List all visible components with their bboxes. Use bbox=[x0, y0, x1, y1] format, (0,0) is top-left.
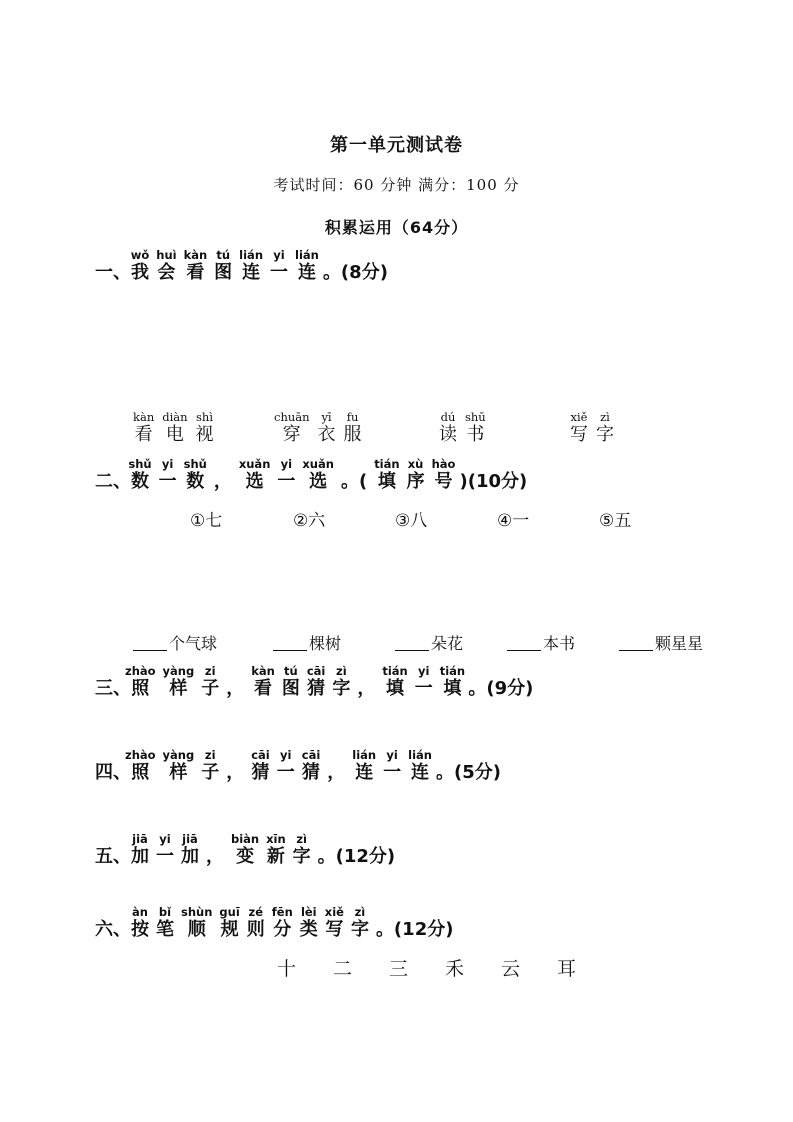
pinyin: yi bbox=[414, 664, 433, 678]
word-char: 视shì bbox=[195, 410, 214, 445]
question-char: 数shǔ bbox=[183, 457, 207, 492]
q2-option: ①七 bbox=[190, 511, 223, 531]
pinyin: chuān bbox=[274, 410, 310, 424]
exam-meta: 考试时间：60 分钟 满分：100 分 bbox=[273, 176, 520, 194]
q1-word bbox=[439, 412, 494, 446]
question-char: 填tián bbox=[374, 457, 400, 492]
question-char: 照zhào bbox=[125, 664, 156, 699]
question-char: 数shǔ bbox=[128, 457, 152, 492]
question-char: 新xīn bbox=[266, 832, 286, 867]
pinyin: wǒ bbox=[130, 248, 150, 262]
question-char: 一yi bbox=[277, 457, 296, 492]
pinyin: yi bbox=[277, 457, 296, 471]
pinyin: yi bbox=[276, 748, 295, 762]
question-char: ， bbox=[213, 471, 232, 492]
q2-blank-item: 颗星星 bbox=[619, 631, 703, 654]
question-char: 会huì bbox=[156, 248, 177, 283]
word-char: 服fu bbox=[343, 410, 362, 445]
pinyin: xuǎn bbox=[238, 457, 271, 471]
pinyin: lián bbox=[352, 748, 377, 762]
word-char: 书shū bbox=[465, 410, 486, 445]
question-char: ， bbox=[357, 678, 376, 699]
pinyin: shū bbox=[465, 410, 486, 424]
question-char: 变biàn bbox=[231, 832, 260, 867]
question-4 bbox=[95, 750, 501, 784]
question-points: )(10分) bbox=[459, 471, 528, 492]
word-char: 穿chuān bbox=[274, 410, 310, 445]
word-char: 写xiě bbox=[570, 410, 588, 445]
pinyin: yi bbox=[156, 832, 174, 846]
question-points: 。(8分) bbox=[322, 262, 388, 283]
pinyin: huì bbox=[156, 248, 177, 262]
question-char: 样yàng bbox=[162, 664, 195, 699]
question-char: 子zi bbox=[201, 748, 220, 783]
question-char: 一yi bbox=[383, 748, 402, 783]
pinyin: lián bbox=[408, 748, 432, 762]
q2-option: ②六 bbox=[293, 511, 326, 531]
question-char: ， bbox=[206, 846, 224, 867]
pinyin: jiā bbox=[181, 832, 199, 846]
question-char: 看kàn bbox=[183, 248, 208, 283]
question-1 bbox=[95, 250, 388, 284]
question-char: 号hào bbox=[431, 457, 456, 492]
pinyin: zé bbox=[246, 905, 265, 919]
question-number: 二、 bbox=[95, 471, 131, 492]
pinyin: xiě bbox=[324, 905, 344, 919]
pinyin: zi bbox=[201, 664, 220, 678]
q2-option: ④一 bbox=[497, 511, 530, 531]
question-points: 。(12分) bbox=[317, 846, 396, 867]
pinyin: tián bbox=[439, 664, 466, 678]
pinyin: yi bbox=[158, 457, 177, 471]
pinyin: guī bbox=[219, 905, 240, 919]
word-char: 字zì bbox=[596, 410, 614, 445]
pinyin: tú bbox=[214, 248, 233, 262]
question-char: 连lián bbox=[295, 248, 319, 283]
question-char: 字zì bbox=[332, 664, 351, 699]
q6-char: 禾 bbox=[445, 958, 465, 980]
pinyin: zì bbox=[350, 905, 369, 919]
pinyin: tú bbox=[281, 664, 300, 678]
pinyin: lián bbox=[239, 248, 264, 262]
question-char: ， bbox=[226, 762, 245, 783]
word-char: 看kàn bbox=[133, 410, 155, 445]
word-char: 衣yī bbox=[317, 410, 336, 445]
question-char: 一yi bbox=[156, 832, 174, 867]
q2-blank-item: 本书 bbox=[507, 631, 575, 654]
answer-blank[interactable] bbox=[395, 650, 429, 651]
pinyin: yàng bbox=[162, 748, 195, 762]
pinyin: xīn bbox=[266, 832, 286, 846]
answer-blank[interactable] bbox=[507, 650, 541, 651]
question-char: 笔bǐ bbox=[156, 905, 174, 940]
page-title: 第一单元测试卷 bbox=[330, 135, 463, 156]
question-char: 连lián bbox=[239, 248, 264, 283]
pinyin: lián bbox=[295, 248, 319, 262]
question-char: 加jiā bbox=[181, 832, 199, 867]
question-char: 一yi bbox=[414, 664, 433, 699]
pinyin: hào bbox=[431, 457, 456, 471]
pinyin: biàn bbox=[231, 832, 260, 846]
question-char: 样yàng bbox=[162, 748, 195, 783]
pinyin: shǔ bbox=[183, 457, 207, 471]
question-char: 我wǒ bbox=[130, 248, 150, 283]
pinyin: zì bbox=[332, 664, 351, 678]
question-char: 图tú bbox=[281, 664, 300, 699]
question-number: 三、 bbox=[95, 678, 131, 699]
question-3 bbox=[95, 666, 533, 700]
pinyin: zhào bbox=[125, 748, 156, 762]
pinyin: zì bbox=[292, 832, 311, 846]
question-char: 加jiā bbox=[131, 832, 149, 867]
question-number: 六、 bbox=[95, 919, 131, 940]
word-char: 读dú bbox=[439, 410, 457, 445]
q6-char: 耳 bbox=[557, 958, 577, 980]
question-char: 图tú bbox=[214, 248, 233, 283]
pinyin: yī bbox=[317, 410, 336, 424]
question-char: 一yi bbox=[158, 457, 177, 492]
q2-option: ③八 bbox=[395, 511, 428, 531]
question-char: ， bbox=[226, 678, 245, 699]
question-points: 。(9分) bbox=[468, 678, 534, 699]
pinyin: cāi bbox=[301, 748, 321, 762]
question-char: 子zi bbox=[201, 664, 220, 699]
question-char: 规guī bbox=[219, 905, 240, 940]
pinyin: xiě bbox=[570, 410, 588, 424]
question-2 bbox=[95, 459, 527, 493]
question-char: 一yi bbox=[270, 248, 289, 283]
answer-blank[interactable] bbox=[619, 650, 653, 651]
question-char: 一yi bbox=[276, 748, 295, 783]
q6-char: 十 bbox=[277, 958, 297, 980]
q2-blank-item: 朵花 bbox=[395, 631, 463, 654]
pinyin: lèi bbox=[299, 905, 318, 919]
question-char: 猜cāi bbox=[301, 748, 321, 783]
question-number: 五、 bbox=[95, 846, 131, 867]
question-char: 填tián bbox=[439, 664, 466, 699]
pinyin: dú bbox=[439, 410, 457, 424]
question-char: 照zhào bbox=[125, 748, 156, 783]
pinyin: xuǎn bbox=[302, 457, 334, 471]
question-char: 选xuǎn bbox=[238, 457, 271, 492]
question-char: 。( bbox=[340, 471, 368, 492]
answer-blank[interactable] bbox=[133, 650, 167, 651]
pinyin: tián bbox=[374, 457, 400, 471]
q1-word bbox=[133, 412, 222, 446]
question-number: 四、 bbox=[95, 762, 131, 783]
q2-blank-item: 棵树 bbox=[273, 631, 341, 654]
pinyin: diàn bbox=[162, 410, 188, 424]
q6-char: 云 bbox=[501, 958, 521, 980]
question-char: 类lèi bbox=[299, 905, 318, 940]
question-char: 字zì bbox=[292, 832, 311, 867]
question-char: 猜cāi bbox=[306, 664, 326, 699]
word-char: 电diàn bbox=[162, 410, 188, 445]
question-char: 选xuǎn bbox=[302, 457, 334, 492]
question-points: 。(12分) bbox=[375, 919, 454, 940]
pinyin: shùn bbox=[181, 905, 213, 919]
pinyin: yi bbox=[383, 748, 402, 762]
section-heading: 积累运用（64分） bbox=[324, 218, 469, 237]
pinyin: shǔ bbox=[128, 457, 152, 471]
question-char: 写xiě bbox=[324, 905, 344, 940]
q2-blank-item: 个气球 bbox=[133, 631, 217, 654]
q6-char: 二 bbox=[333, 958, 353, 980]
pinyin: cāi bbox=[306, 664, 326, 678]
question-char: ， bbox=[327, 762, 346, 783]
question-char: 序xù bbox=[406, 457, 425, 492]
pinyin: kàn bbox=[133, 410, 155, 424]
pinyin: xù bbox=[406, 457, 425, 471]
pinyin: kàn bbox=[183, 248, 208, 262]
question-char: 按àn bbox=[131, 905, 149, 940]
pinyin: zhào bbox=[125, 664, 156, 678]
pinyin: fēn bbox=[271, 905, 293, 919]
question-number: 一、 bbox=[95, 262, 131, 283]
pinyin: àn bbox=[131, 905, 149, 919]
q1-word bbox=[274, 412, 370, 446]
pinyin: zi bbox=[201, 748, 220, 762]
pinyin: jiā bbox=[131, 832, 149, 846]
question-char: 连lián bbox=[352, 748, 377, 783]
question-char: 顺shùn bbox=[181, 905, 213, 940]
question-char: 看kàn bbox=[251, 664, 275, 699]
question-char: 分fēn bbox=[271, 905, 293, 940]
pinyin: kàn bbox=[251, 664, 275, 678]
q2-option: ⑤五 bbox=[599, 511, 632, 531]
question-6 bbox=[95, 907, 453, 941]
pinyin: zì bbox=[596, 410, 614, 424]
question-char: 字zì bbox=[350, 905, 369, 940]
question-char: 填tián bbox=[382, 664, 408, 699]
question-points: 。(5分) bbox=[436, 762, 502, 783]
pinyin: bǐ bbox=[156, 905, 174, 919]
question-char: 连lián bbox=[408, 748, 432, 783]
pinyin: fu bbox=[343, 410, 362, 424]
pinyin: yi bbox=[270, 248, 288, 262]
pinyin: yàng bbox=[162, 664, 195, 678]
q6-char: 三 bbox=[389, 958, 409, 980]
answer-blank[interactable] bbox=[273, 650, 307, 651]
question-char: 则zé bbox=[246, 905, 265, 940]
pinyin: cāi bbox=[251, 748, 270, 762]
q1-word bbox=[570, 412, 622, 446]
question-5 bbox=[95, 834, 395, 868]
pinyin: shì bbox=[195, 410, 214, 424]
question-char: 猜cāi bbox=[251, 748, 270, 783]
pinyin: tián bbox=[382, 664, 408, 678]
